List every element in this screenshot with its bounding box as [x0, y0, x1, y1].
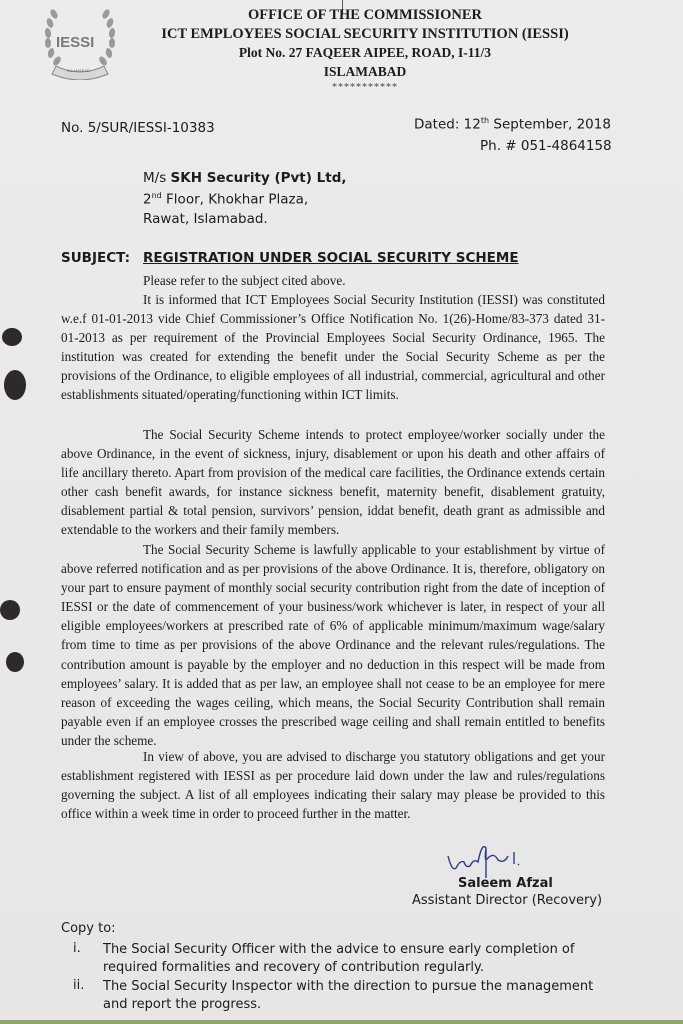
- paragraph-institution: It is informed that ICT Employees Social Security Institution (IESSI) was constituted w.e.f 01-01-2013 vide Chief Commissioner’s Office Notification No. 1(26)-Home/83-373 dated 31-01-2013 as per requirement of the Provincial Employees Social Security Ordinance, 1965. The institution was created for extending the benefit under the Social Security Scheme as per the provisions of the Ordinance, to eligible employees of all industrial, commercial, agricultural and other establishments situated/operating/functioning within ICT limits.: [61, 292, 605, 403]
- punch-hole: [0, 600, 20, 620]
- letterhead-separator: ***********: [332, 82, 398, 93]
- logo-ribbon-text: ISLAMABAD: [67, 68, 90, 73]
- copy-item-number: ii.: [73, 978, 85, 993]
- subject-title: REGISTRATION UNDER SOCIAL SECURITY SCHEME: [143, 250, 519, 266]
- paragraph-intro: Please refer to the subject cited above.: [143, 273, 346, 288]
- letterhead-address: Plot No. 27 FAQEER AIPEE, ROAD, I-11/3: [238, 45, 492, 60]
- letterhead-institution: ICT EMPLOYEES SOCIAL SECURITY INSTITUTION (IESSI): [161, 26, 569, 42]
- signatory-name: Saleem Afzal: [458, 876, 553, 891]
- paragraph-applicability: The Social Security Scheme is lawfully applicable to your establishment by virtue of above referred notification and as per provisions of the above Ordinance. It is, therefore, obligatory on your part to ensure payment of monthly social security contribution right from the date of inception of IESSI or the date of commencement of your business/work whichever is later, in respect of your all eligible employees/workers at prescribed rate of 6% of applicable minimum/maximum wage/salary from time to time as per provisions of the above Ordinance and the relevant rules/regulations. The contribution amount is payable by the employer and no deduction in this respect will be made from employees’ salary. It is added that as per law, an employee shall not cease to be an employee for mere reason of exceeding the wages ceiling, which means, the Social Security Contribution shall remain payable even if an employee crosses the prescribed wage ceiling and shall remain entitled to benefits under the scheme.: [61, 542, 605, 748]
- logo-text: IESSI: [56, 34, 95, 51]
- copy-to-label: Copy to:: [61, 921, 116, 936]
- addressee-prefix: M/s: [143, 170, 171, 186]
- date-suffix: th: [480, 116, 490, 125]
- reference-number: No. 5/SUR/IESSI-10383: [61, 120, 215, 136]
- date-day: Dated: 12: [414, 116, 481, 133]
- signatory-title: Assistant Director (Recovery): [412, 893, 603, 908]
- letterhead-office: OFFICE OF THE COMMISSIONER: [247, 7, 483, 23]
- paragraph-advice: In view of above, you are advised to discharge you statutory obligations and get your establishment registered with IESSI as per procedure laid down under the law and rules/regulations governing the subject. A list of all employees indicating their salary may please be provided to this office within a week time in order to proceed further in the matter.: [61, 749, 605, 822]
- copy-item-number: i.: [73, 941, 81, 956]
- addressee-company: SKH Security (Pvt) Ltd,: [170, 170, 347, 186]
- letterhead-city: ISLAMABAD: [323, 64, 407, 79]
- floor-suffix: nd: [151, 191, 162, 200]
- signature-icon: [440, 838, 550, 878]
- punch-hole: [6, 652, 24, 672]
- punch-hole: [2, 328, 22, 346]
- subject-label: SUBJECT:: [61, 250, 130, 266]
- date-month-year: September, 2018: [489, 116, 611, 133]
- addressee-line-2: [143, 191, 308, 208]
- addressee-line-1: [143, 170, 346, 186]
- floor-number: 2: [143, 191, 152, 208]
- punch-hole: [4, 370, 26, 400]
- desk-edge: [0, 1020, 683, 1024]
- letter-date: [414, 116, 611, 133]
- phone-number: Ph. # 051-4864158: [480, 138, 612, 154]
- floor-address: Floor, Khokhar Plaza,: [161, 191, 309, 208]
- addressee-line-3: Rawat, Islamabad.: [143, 211, 268, 227]
- paragraph-scheme-benefits: The Social Security Scheme intends to protect employee/worker socially under the above Ordinance, in the event of sickness, injury, disablement or upon his death and other affairs of life ancillary thereto. Apart from provision of the medical care facilities, the Ordinance extends certain other cash benefit awards, for instance sickness benefit, maternity benefit, disablement gratuity, disablement partial & total pension, survivors’ pension, iddat benefit, death grant as admissible and extendable to the workers and their family members.: [61, 427, 605, 538]
- iessi-logo: [38, 6, 122, 80]
- copy-item-text: The Social Security Inspector with the direction to pursue the management and report the progress.: [103, 979, 594, 1012]
- copy-item-text: The Social Security Officer with the advice to ensure early completion of required formalities and recovery of contribution regularly.: [103, 942, 575, 975]
